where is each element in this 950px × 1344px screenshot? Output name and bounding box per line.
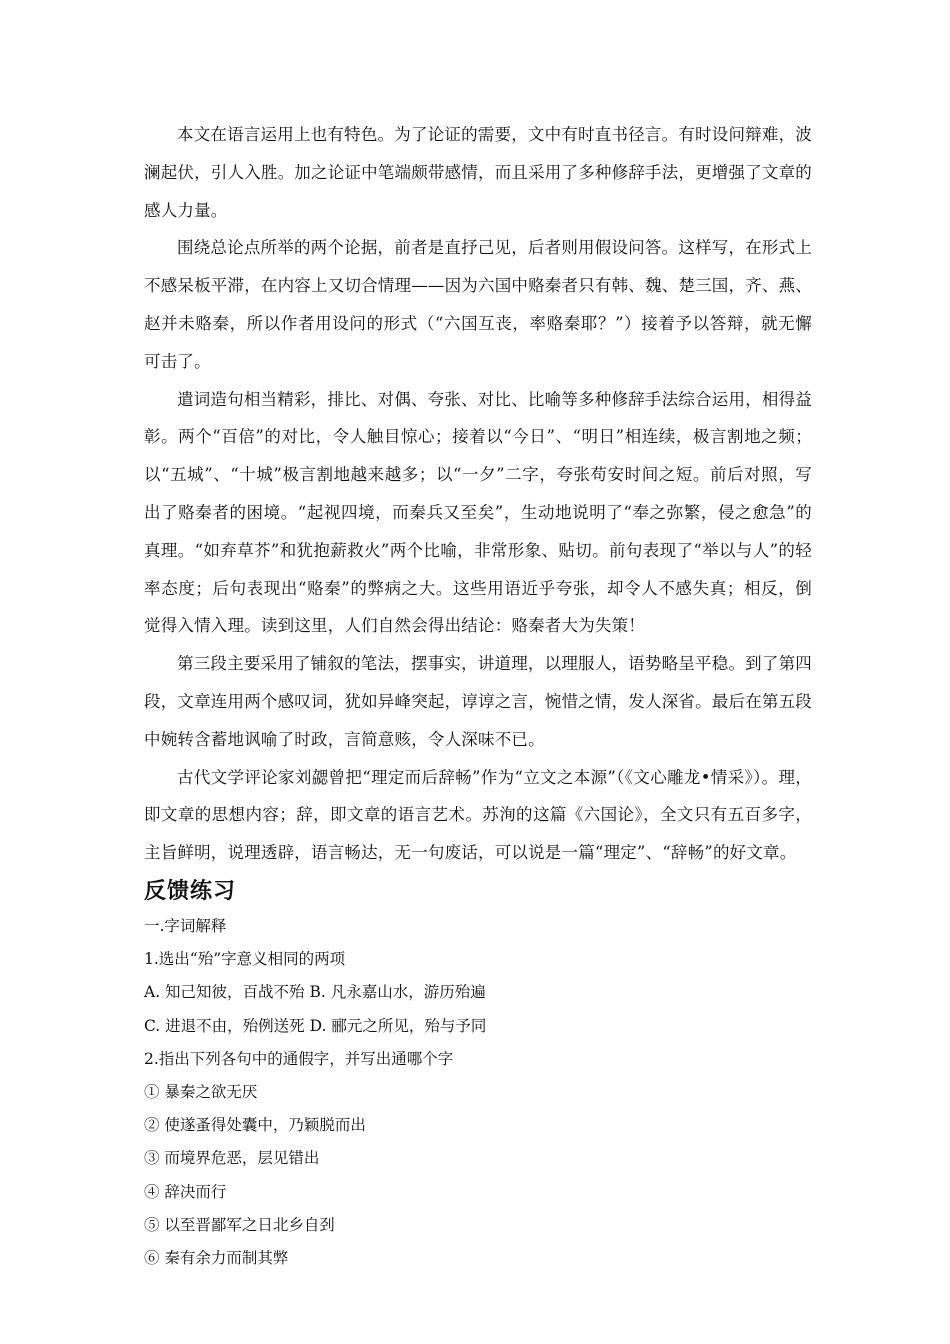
exercise-title: 反馈练习 — [144, 878, 237, 904]
question-2-item: ④ 辞决而行 — [144, 1182, 227, 1201]
analysis-paragraph-language: 本文在语言运用上也有特色。为了论证的需要，文中有时直书径言。有时设问辩难，波澜起伏，引人入胜。加之论证中笔端颇带感情，而且采用了多种修辞手法，更增强了文章的感人力量。 — [144, 125, 812, 220]
question-2-item: ② 使遂蚤得处囊中，乃颖脱而出 — [144, 1116, 366, 1135]
question-2-item: ⑤ 以至晋鄙军之日北乡自刭 — [144, 1215, 335, 1234]
question-2-item: ① 暴秦之欲无厌 — [144, 1082, 258, 1101]
document-page — [144, 116, 812, 1275]
question-1-prompt: 1.选出“殆”字意义相同的两项 — [144, 950, 346, 969]
question-1-options-ab: A. 知己知彼，百战不殆 B. 凡永嘉山水，游历殆遍 — [144, 983, 486, 1002]
analysis-paragraph-structure: 第三段主要采用了铺叙的笔法，摆事实，讲道理，以理服人，语势略呈平稳。到了第四段，文章连用两个感叹词，犹如异峰突起，谆谆之言，惋惜之情，发人深省。最后在第五段中婉转含蓄地讽喻了时政，言简意赅，令人深味不已。 — [144, 654, 812, 749]
exercise-section — [144, 874, 812, 1275]
analysis-section — [144, 116, 812, 872]
analysis-paragraph-arguments: 围绕总论点所举的两个论据，前者是直抒己见，后者则用假设问答。这样写，在形式上不感呆板平滞，在内容上又切合情理——因为六国中赂秦者只有韩、魏、楚三国，齐、燕、赵并未赂秦，所以作者用设问的形式（“六国互丧，率赂秦耶？”）接着予以答辩，就无懈可击了。 — [144, 238, 812, 371]
analysis-paragraph-rhetoric: 遣词造句相当精彩，排比、对偶、夸张、对比、比喻等多种修辞手法综合运用，相得益彰。两个“百倍”的对比，令人触目惊心；接着以“今日”、“明日”相连续，极言割地之频；以“五城”、“十城”极言割地越来越多；以“一夕”二字，夸张苟安时间之短。前后对照，写出了赂秦者的困境。“起视四境，而秦兵又至矣”，生动地说明了“奉之弥繁，侵之愈急”的真理。“如弃草芥”和犹抱薪救火”两个比喻，非常形象、贴切。前句表现了“举以与人”的轻率态度；后句表现出“赂秦”的弊病之大。这些用语近乎夸张，却令人不感失真；相反，倒觉得入情入理。读到这里，人们自然会得出结论：赂秦者大为失策！ — [144, 389, 812, 636]
question-2-prompt: 2.指出下列各句中的通假字，并写出通哪个字 — [144, 1049, 454, 1068]
exercise-part-heading: 一.字词解释 — [144, 916, 227, 935]
question-2-item: ⑥ 秦有余力而制其弊 — [144, 1248, 289, 1267]
analysis-paragraph-conclusion: 古代文学评论家刘勰曾把“理定而后辞畅”作为“立文之本源”（《文心雕龙•情采》）。理，即文章的思想内容；辞，即文章的语言艺术。苏洵的这篇《六国论》，全文只有五百多字，主旨鲜明，说理透辟，语言畅达，无一句废话，可以说是一篇“理定”、“辞畅”的好文章。 — [144, 767, 812, 863]
question-2-item: ③ 而境界危恶，层见错出 — [144, 1149, 320, 1168]
question-1-options-cd: C. 进退不由，殆例送死 D. 郦元之所见，殆与予同 — [144, 1016, 487, 1035]
